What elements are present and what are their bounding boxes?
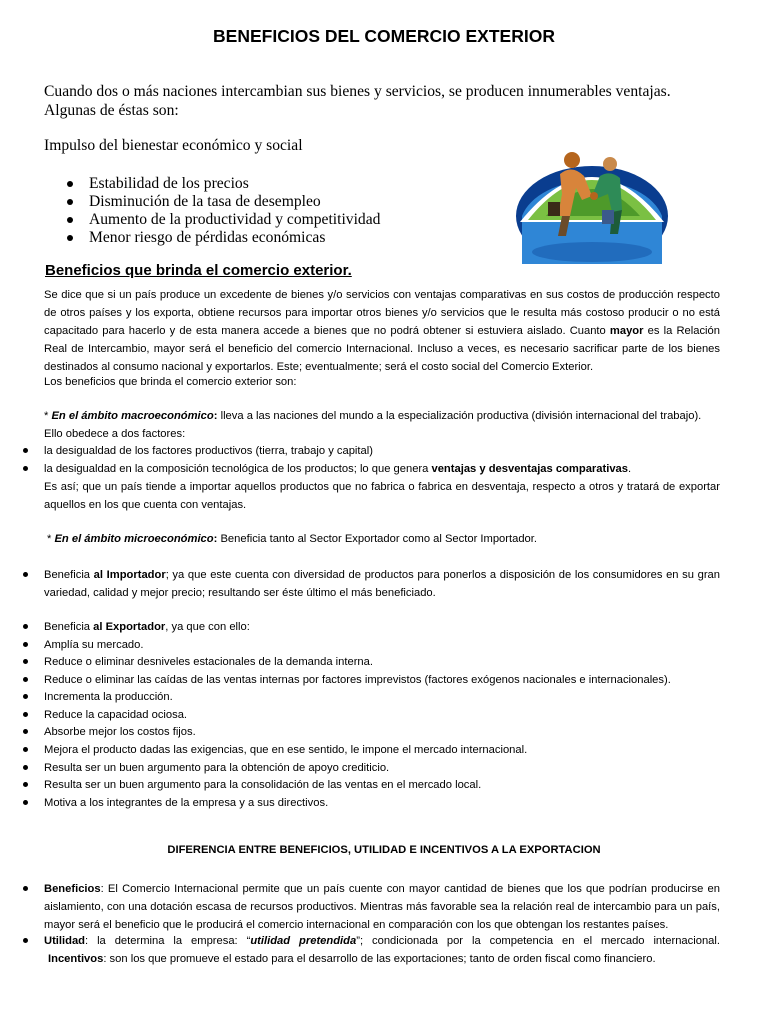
bullet-dot [67, 199, 73, 205]
list-item: Estabilidad de los precios [89, 175, 249, 192]
item-emphasis: al Exportador [93, 621, 166, 633]
paragraph-emphasis: mayor [609, 325, 644, 337]
page-title: BENEFICIOS DEL COMERCIO EXTERIOR [213, 26, 555, 46]
list-item: Motiva a los integrantes de la empresa y a sus directivos. [44, 797, 329, 809]
bullet-dot [23, 677, 28, 682]
item-emphasis: ventajas y desventajas comparativas [431, 463, 628, 475]
importador-item [44, 566, 720, 602]
term-text: : la determina la empresa: “ [85, 935, 251, 947]
bullet-dot [23, 729, 28, 734]
list-item: la desigualdad de los factores productivos (tierra, trabajo y capital) [44, 445, 373, 457]
item-text: la desigualdad en la composición tecnológica de los productos; lo que genera [44, 463, 432, 475]
item-text: , ya que con ello: [165, 621, 250, 633]
impulso-heading: Impulso del bienestar económico y social [44, 137, 303, 154]
bullet-dot [67, 181, 73, 187]
list-item: Menor riesgo de pérdidas económicas [89, 229, 326, 246]
macro-line-2: Ello obedece a dos factores: [44, 428, 186, 440]
macro-text: lleva a las naciones del mundo a la especialización productiva (división internacional del trabajo). [217, 410, 702, 422]
list-item: Resulta ser un buen argumento para la consolidación de las ventas en el mercado local. [44, 779, 482, 791]
term-text: ”; condicionada por la competencia en el mercado internacional. [356, 935, 720, 947]
handshake-globe-icon [512, 124, 672, 264]
asterisk: * [47, 533, 52, 545]
list-item: Reduce la capacidad ociosa. [44, 709, 188, 721]
incentivos-definition [48, 950, 656, 968]
list-item [44, 460, 631, 478]
paragraph-text: Se dice que si un país produce un excedente de bienes y/o servicios con ventajas comparativas en sus costos de producción respecto de otros países y los exporta, obtiene recursos para importar otros bienes y/o servicios que le resulta más costoso producir o no está capacitado para hacerlo y de esta manera accede a bienes que no podrá obtener si estuviera aislado. Cuanto [44, 289, 720, 337]
paragraph-text: es la Relación Real de Intercambio, mayor será el beneficio del comercio Internacional. Incluso a veces, es necesario sacrificar parte de los bienes destinados al consumo nacional y exportarlos. Este; eventualmente; será el costo social del Comercio Exterior. [44, 325, 720, 373]
bullet-dot [23, 659, 28, 664]
list-item: Absorbe mejor los costos fijos. [44, 726, 196, 738]
bullet-dot [23, 782, 28, 787]
asterisk: * [44, 410, 49, 422]
bullet-dot [23, 886, 28, 891]
term-emphasis: utilidad pretendida [250, 935, 357, 947]
exportador-item [44, 618, 250, 636]
macro-conclusion: Es así; que un país tiende a importar aquellos productos que no fabrica o fabrica en desventaja, respecto a otros y tratará de exportar aquellos en los que cuenta con ventajas. [44, 481, 720, 511]
list-item: Resulta ser un buen argumento para la obtención de apoyo crediticio. [44, 762, 390, 774]
bullet-dot [23, 466, 28, 471]
bullet-dot [23, 572, 28, 577]
list-item: Mejora el producto dadas las exigencias, que en ese sentido, le impone el mercado internacional. [44, 744, 528, 756]
colon: : [213, 410, 218, 422]
beneficios-intro: Los beneficios que brinda el comercio exterior son: [44, 376, 297, 388]
list-item: Reduce o eliminar desniveles estacionales de la demanda interna. [44, 656, 373, 668]
list-item: Reduce o eliminar las caídas de las ventas internas por factores imprevistos (factores exógenos nacionales e internacionales). [44, 674, 671, 686]
bullet-dot [23, 765, 28, 770]
intro-section-paragraph [44, 286, 720, 376]
bullet-dot [23, 448, 28, 453]
term-text: : son los que promueve el estado para el desarrollo de las exportaciones; tanto de orden fiscal como financiero. [103, 953, 656, 965]
intro-paragraph: Cuando dos o más naciones intercambian sus bienes y servicios, se producen innumerables ventajas. Algunas de éstas son: [44, 83, 671, 119]
bullet-dot [23, 694, 28, 699]
item-text: Beneficia [44, 621, 94, 633]
term-label: Beneficios [44, 883, 101, 895]
bullet-dot [67, 235, 73, 241]
item-text: . [628, 463, 632, 475]
item-text: Beneficia [44, 569, 94, 581]
bullet-dot [23, 938, 28, 943]
micro-text: Beneficia tanto al Sector Exportador como al Sector Importador. [217, 533, 537, 545]
bullet-dot [23, 712, 28, 717]
diferencia-title: DIFERENCIA ENTRE BENEFICIOS, UTILIDAD E INCENTIVOS A LA EXPORTACION [167, 844, 601, 856]
term-label: Utilidad [44, 935, 86, 947]
term-text: : El Comercio Internacional permite que un país cuente con mayor cantidad de bienes que los que podrían producirse en aislamiento, con una dotación escasa de recursos productivos. Mientras más favorable sea la relación real de intercambio para un país, mayor será el beneficio que le producirá el comercio internacional en comparación con los que obtengan los restantes países. [44, 883, 720, 931]
list-item: Incrementa la producción. [44, 691, 173, 703]
macro-line [44, 407, 701, 425]
item-text: ; ya que este cuenta con diversidad de productos para ponerlos a disposición de los consumidores en su gran variedad, calidad y mejor precio; resultando ser éste último el más beneficiado. [44, 569, 721, 599]
list-item: Aumento de la productividad y competitividad [89, 211, 381, 228]
bullet-dot [23, 747, 28, 752]
micro-line [47, 530, 537, 548]
micro-label: En el ámbito microeconómico [54, 533, 214, 545]
utilidad-definition [44, 932, 720, 950]
section-title: Beneficios que brinda el comercio exterior. [45, 262, 352, 279]
beneficios-definition [44, 880, 720, 934]
bullet-dot [23, 624, 28, 629]
list-item: Amplía su mercado. [44, 639, 144, 651]
colon: : [213, 533, 218, 545]
bullet-dot [23, 642, 28, 647]
item-emphasis: al Importador [93, 569, 166, 581]
bullet-dot [67, 217, 73, 223]
term-label: Incentivos [48, 953, 104, 965]
bullet-dot [23, 800, 28, 805]
list-item: Disminución de la tasa de desempleo [89, 193, 321, 210]
macro-label: En el ámbito macroeconómico [51, 410, 214, 422]
